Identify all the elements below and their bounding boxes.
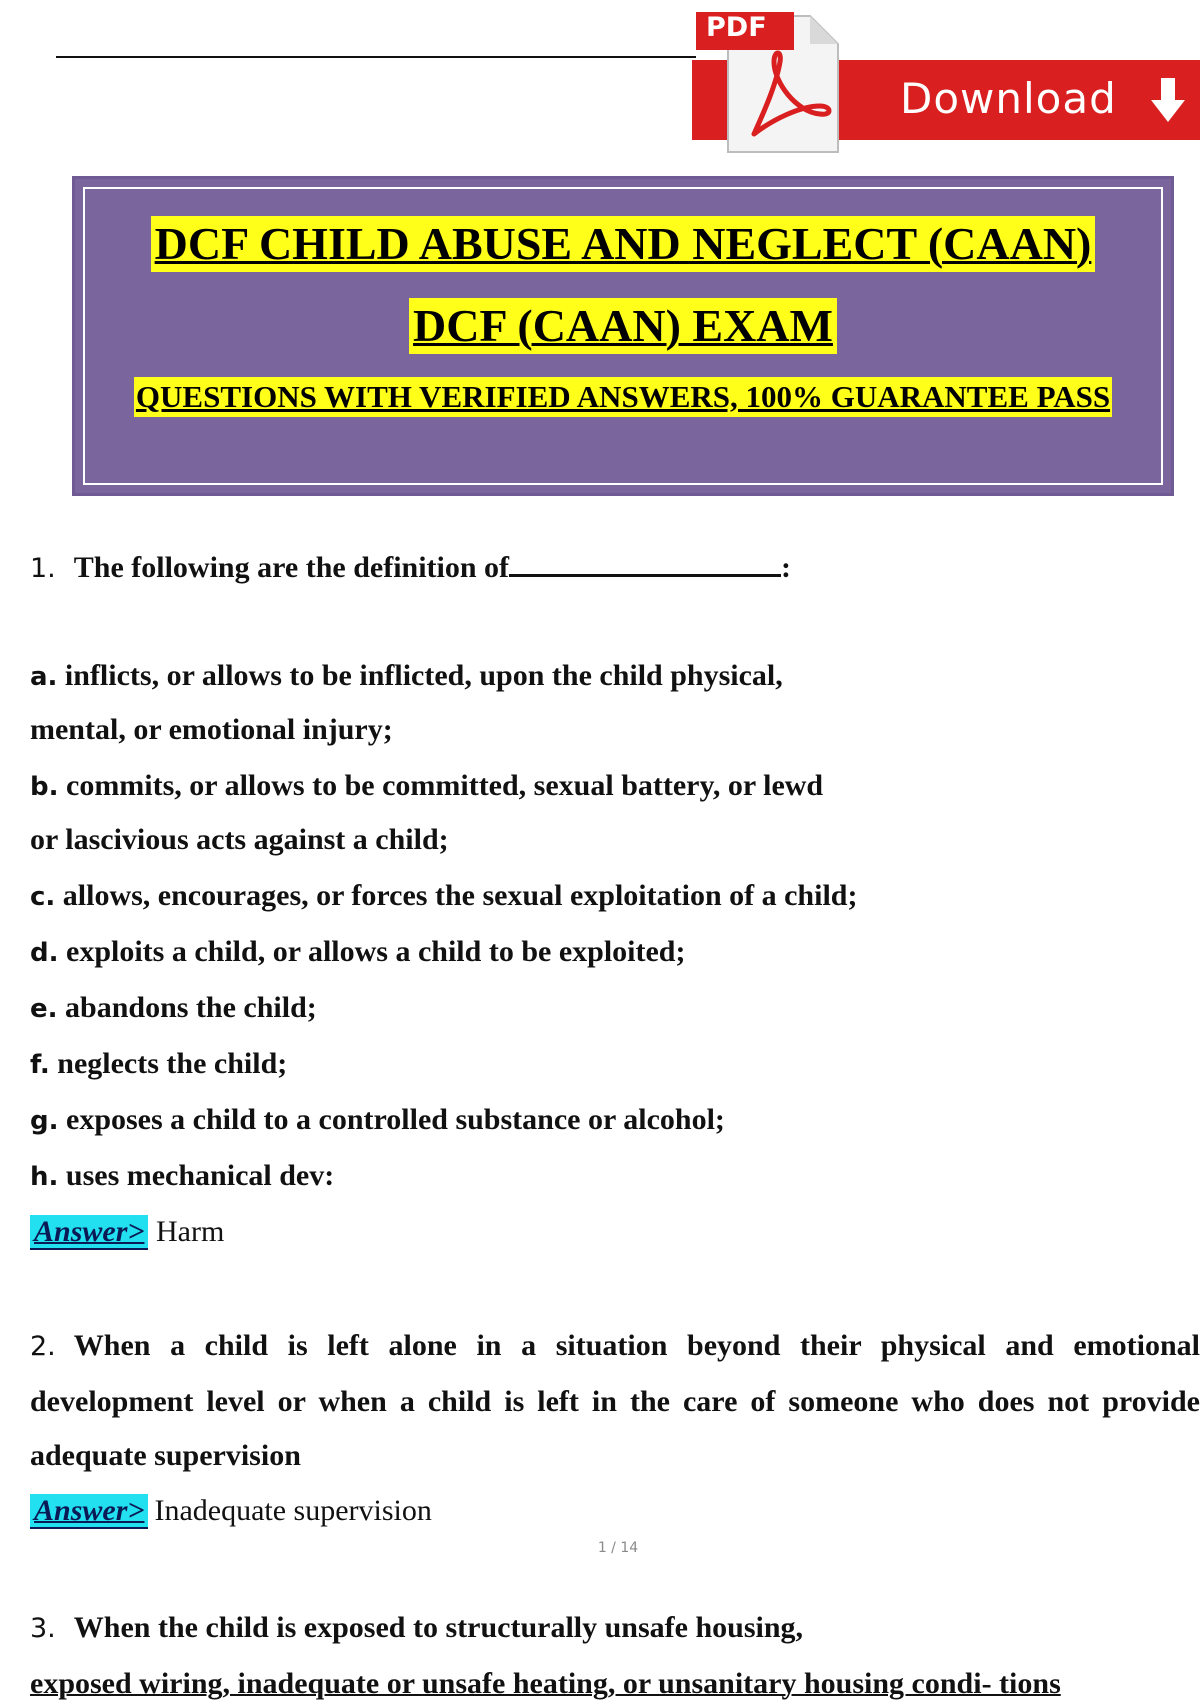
document-subtitle: DCF (CAAN) EXAM <box>409 298 837 354</box>
question-2-line-2 <box>30 1384 1200 1420</box>
item-letter: f. <box>30 1050 50 1080</box>
question-text: When a child is left alone in a situation beyond their physical and emotional <box>73 1329 1200 1362</box>
question-1 <box>30 548 791 587</box>
question-text: When the child is exposed to structurally unsafe housing, <box>73 1611 804 1644</box>
list-item <box>30 1102 725 1139</box>
item-text: allows, encourages, or forces the sexual exploitation of a child; <box>62 879 858 912</box>
answer-label: Answer> <box>30 1494 148 1529</box>
item-text: uses mechanical dev: <box>65 1159 335 1192</box>
list-item <box>30 658 783 695</box>
answer-row-2 <box>30 1492 432 1530</box>
download-arrow-icon[interactable] <box>1148 76 1188 126</box>
item-letter: g. <box>30 1106 59 1136</box>
item-letter: c. <box>30 882 56 912</box>
list-item <box>30 1046 287 1083</box>
answer-row-1 <box>30 1213 224 1251</box>
item-text: or lascivious acts against a child; <box>30 823 449 856</box>
download-label[interactable]: Download <box>900 74 1117 123</box>
item-letter: e. <box>30 994 58 1024</box>
question-text: development level or when a child is left in the care of someone who does not provide <box>30 1385 1200 1418</box>
list-item <box>30 934 685 971</box>
item-text: abandons the child; <box>65 991 317 1024</box>
list-item <box>30 768 823 805</box>
question-prompt: The following are the definition of <box>73 551 510 584</box>
list-item <box>30 1158 334 1195</box>
question-text: exposed wiring, inadequate or unsafe heating, or unsanitary housing condi- tions <box>30 1667 1061 1700</box>
list-item <box>30 878 857 915</box>
item-text: exploits a child, or allows a child to be exploited; <box>66 935 686 968</box>
prompt-suffix: : <box>781 551 792 584</box>
item-letter: a. <box>30 662 58 692</box>
question-number: 2. <box>30 1331 56 1362</box>
question-2-line-1 <box>30 1328 1200 1365</box>
question-number: 1. <box>30 553 56 584</box>
item-letter: h. <box>30 1162 59 1192</box>
item-text: neglects the child; <box>57 1047 288 1080</box>
document-tagline: QUESTIONS WITH VERIFIED ANSWERS, 100% GUARANTEE PASS <box>134 377 1112 417</box>
list-item <box>30 822 449 858</box>
answer-text: Inadequate supervision <box>154 1494 432 1527</box>
fill-in-blank <box>509 548 781 577</box>
page-indicator: 1 / 14 <box>597 1540 639 1556</box>
question-number: 3. <box>30 1613 56 1644</box>
document-title: DCF CHILD ABUSE AND NEGLECT (CAAN) <box>151 216 1096 272</box>
answer-label: Answer> <box>30 1215 148 1250</box>
pdf-label: PDF <box>706 12 767 43</box>
list-item <box>30 712 393 748</box>
item-text: mental, or emotional injury; <box>30 713 393 746</box>
item-text: exposes a child to a controlled substance or alcohol; <box>66 1103 725 1136</box>
header-rule <box>56 56 696 58</box>
question-2-line-3 <box>30 1438 301 1474</box>
question-3-line-1 <box>30 1610 803 1647</box>
title-box <box>72 176 1174 496</box>
item-letter: b. <box>30 772 59 802</box>
item-text: inflicts, or allows to be inflicted, upon the child physical, <box>64 659 783 692</box>
question-text: adequate supervision <box>30 1439 301 1472</box>
list-item <box>30 990 317 1027</box>
item-text: commits, or allows to be committed, sexual battery, or lewd <box>66 769 824 802</box>
item-letter: d. <box>30 938 59 968</box>
answer-text: Harm <box>155 1215 225 1248</box>
question-3-line-2 <box>30 1666 1061 1702</box>
